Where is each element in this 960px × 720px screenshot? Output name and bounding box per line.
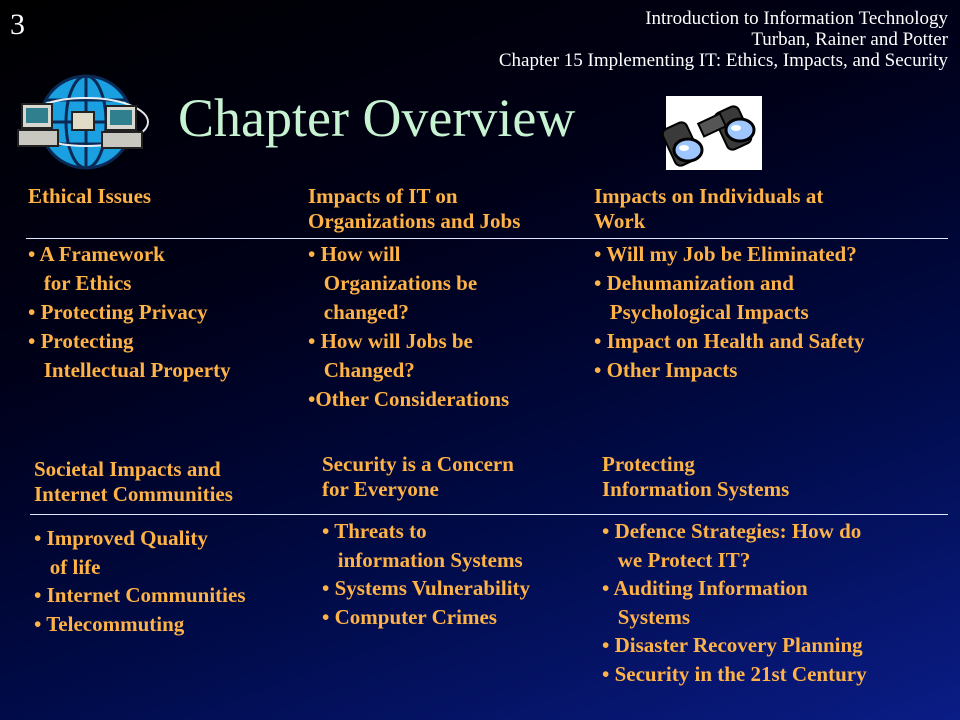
ethical-issues-list	[28, 240, 231, 385]
list-item: • Computer Crimes	[322, 604, 497, 629]
list-item: • Will my Job be Eliminated?	[594, 242, 857, 266]
list-item: • Systems Vulnerability	[322, 576, 531, 600]
list-item: • Impact on Health and Safety	[594, 329, 865, 353]
section-title-line: Impacts on Individuals at	[594, 184, 824, 208]
list-item: Organizations be	[308, 271, 478, 295]
section-title-impacts-org-jobs	[308, 184, 520, 234]
list-item: • Auditing Information	[602, 576, 808, 600]
list-item: • How will Jobs be	[308, 329, 473, 353]
binoculars-icon	[664, 94, 768, 174]
section-title-security-concern	[322, 452, 514, 502]
section-title-line: Impacts of IT on	[308, 184, 458, 208]
globe-network-icon	[10, 72, 160, 172]
divider-bottom	[30, 514, 948, 515]
list-item: • Telecommuting	[34, 611, 185, 636]
section-title-protecting-is	[602, 452, 789, 502]
list-item: information Systems	[322, 547, 523, 572]
section-title-line: Information Systems	[602, 477, 790, 501]
list-item: we Protect IT?	[602, 547, 751, 572]
section-title-societal-impacts	[34, 457, 233, 507]
list-item: • Other Impacts	[594, 358, 738, 382]
list-item: • A Framework	[28, 242, 165, 266]
section-title-line: Work	[594, 209, 646, 233]
section-title-line: Internet Communities	[34, 482, 233, 506]
list-item: Psychological Impacts	[594, 300, 809, 324]
section-title-line: Societal Impacts and	[34, 457, 221, 481]
security-concern-list	[322, 517, 530, 631]
list-item: of life	[34, 554, 101, 579]
list-item: • Protecting	[28, 329, 134, 353]
section-title-line: Organizations and Jobs	[308, 209, 521, 233]
divider-top	[26, 238, 948, 239]
list-item: • Security in the 21st Century	[602, 661, 867, 686]
slide-number: 3	[10, 8, 25, 41]
header-chapter: Chapter 15 Implementing IT: Ethics, Impacts, and Security	[498, 50, 948, 71]
list-item: • How will	[308, 242, 401, 266]
list-item: Changed?	[308, 358, 415, 382]
section-title-line: for Everyone	[322, 477, 439, 501]
section-title-ethical-issues	[28, 184, 151, 209]
section-title-line: Security is a Concern	[322, 452, 514, 476]
societal-impacts-list	[34, 524, 246, 638]
slide-header	[499, 8, 948, 71]
header-authors: Turban, Rainer and Potter	[751, 29, 948, 50]
list-item: • Protecting Privacy	[28, 300, 208, 324]
page-title: Chapter Overview	[178, 88, 576, 148]
list-item: for Ethics	[28, 271, 132, 295]
list-item: • Dehumanization and	[594, 271, 794, 295]
header-course-title: Introduction to Information Technology	[645, 8, 948, 29]
impacts-individuals-list	[594, 240, 864, 385]
protecting-is-list	[602, 517, 867, 688]
impacts-org-jobs-list	[308, 240, 509, 414]
section-title-line: Ethical Issues	[28, 184, 152, 208]
list-item: Intellectual Property	[28, 358, 231, 382]
section-title-line: Protecting	[602, 452, 695, 476]
list-item: • Defence Strategies: How do	[602, 519, 862, 543]
list-item: • Internet Communities	[34, 583, 246, 607]
list-item: • Improved Quality	[34, 526, 208, 550]
list-item: • Disaster Recovery Planning	[602, 633, 863, 657]
list-item: •Other Considerations	[308, 387, 510, 411]
section-title-impacts-individuals	[594, 184, 823, 234]
list-item: changed?	[308, 300, 409, 324]
list-item: • Threats to	[322, 519, 427, 543]
list-item: Systems	[602, 604, 691, 629]
